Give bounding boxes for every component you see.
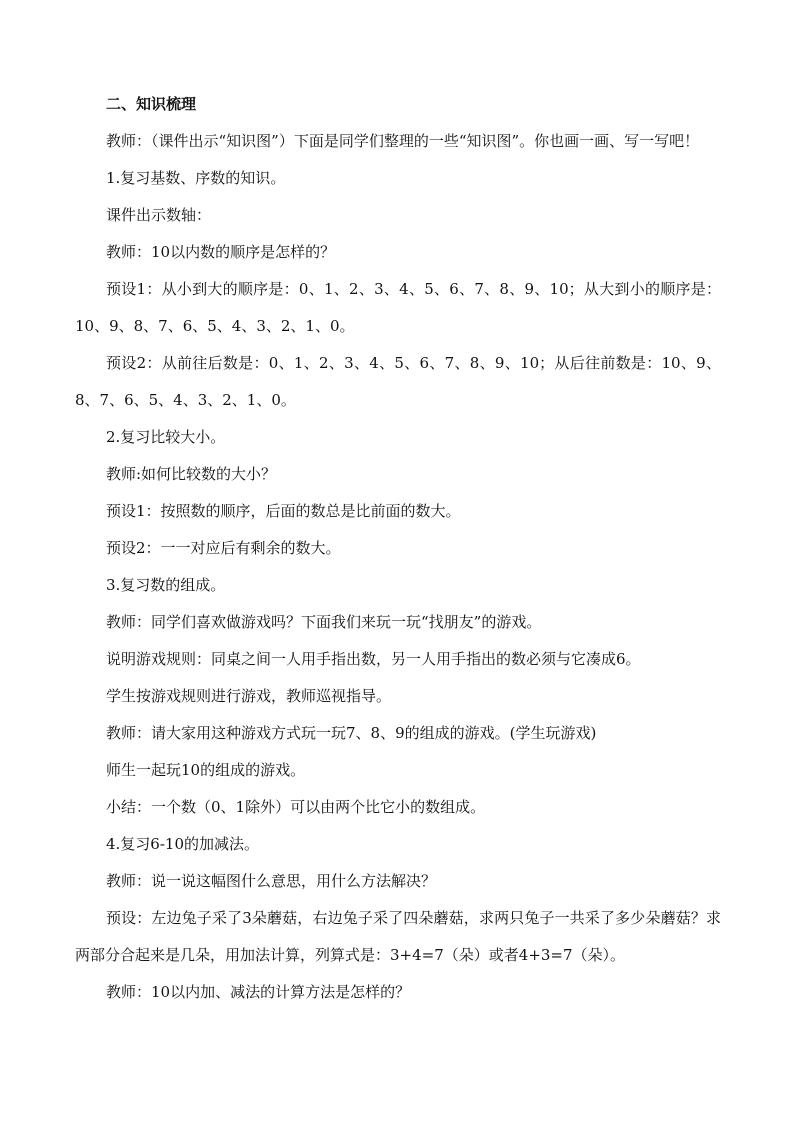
paragraph-game-play: 学生按游戏规则进行游戏，教师巡视指导。 [106,687,392,705]
paragraph-game-789: 教师：请大家用这种游戏方式玩一玩7、8、9的组成的游戏。(学生玩游戏) [106,724,597,742]
paragraph-compare-preset-2: 预设2：一一对应后有剩余的数大。 [106,539,341,557]
paragraph-compare-question: 教师:如何比较数的大小？ [106,465,277,483]
paragraph-game-intro: 教师：同学们喜欢做游戏吗？下面我们来玩一玩“找朋友”的游戏。 [106,613,542,631]
paragraph-intro: 教师：（课件出示“知识图”）下面是同学们整理的一些“知识图”。你也画一画、写一写吧！ [106,132,700,150]
paragraph-summary: 小结：一个数（0、1除外）可以由两个比它小的数组成。 [106,798,486,816]
paragraph-review-composition: 3.复习数的组成。 [106,576,226,594]
section-title: 二、知识梳理 [106,95,197,113]
paragraph-mushroom-preset: 预设：左边兔子采了3朵蘑菇，右边兔子采了四朵蘑菇，求两只兔子一共采了多少朵蘑菇？求两部分合起来是几朵，用加法计算，列算式是：3+4=7（朵）或者4+3=7（朵）。 [75,909,721,964]
paragraph-order-question: 教师：10以内数的顺序是怎样的？ [106,243,336,261]
paragraph-method-question: 教师：10以内加、减法的计算方法是怎样的？ [106,983,411,1001]
paragraph-review-add-sub: 4.复习6-10的加减法。 [106,835,260,853]
paragraph-picture-question: 教师：说一说这幅图什么意思，用什么方法解决？ [106,872,437,890]
paragraph-preset-2-count: 预设2：从前往后数是：0、1、2、3、4、5、6、7、8、9、10；从后往前数是：10、9、8、7、6、5、4、3、2、1、0。 [75,354,721,409]
document-page [75,86,721,1011]
paragraph-review-cardinal: 1.复习基数、序数的知识。 [106,169,286,187]
paragraph-review-compare: 2.复习比较大小。 [106,428,226,446]
paragraph-game-10: 师生一起玩10的组成的游戏。 [106,761,306,779]
paragraph-compare-preset-1: 预设1：按照数的顺序，后面的数总是比前面的数大。 [106,502,461,520]
paragraph-game-rules: 说明游戏规则：同桌之间一人用手指出数，另一人用手指出的数必须与它凑成6。 [106,650,641,668]
paragraph-number-line: 课件出示数轴： [106,206,212,224]
paragraph-preset-1-order: 预设1：从小到大的顺序是：0、1、2、3、4、5、6、7、8、9、10；从大到小的顺序是：10、9、8、7、6、5、4、3、2、1、0。 [75,280,721,335]
